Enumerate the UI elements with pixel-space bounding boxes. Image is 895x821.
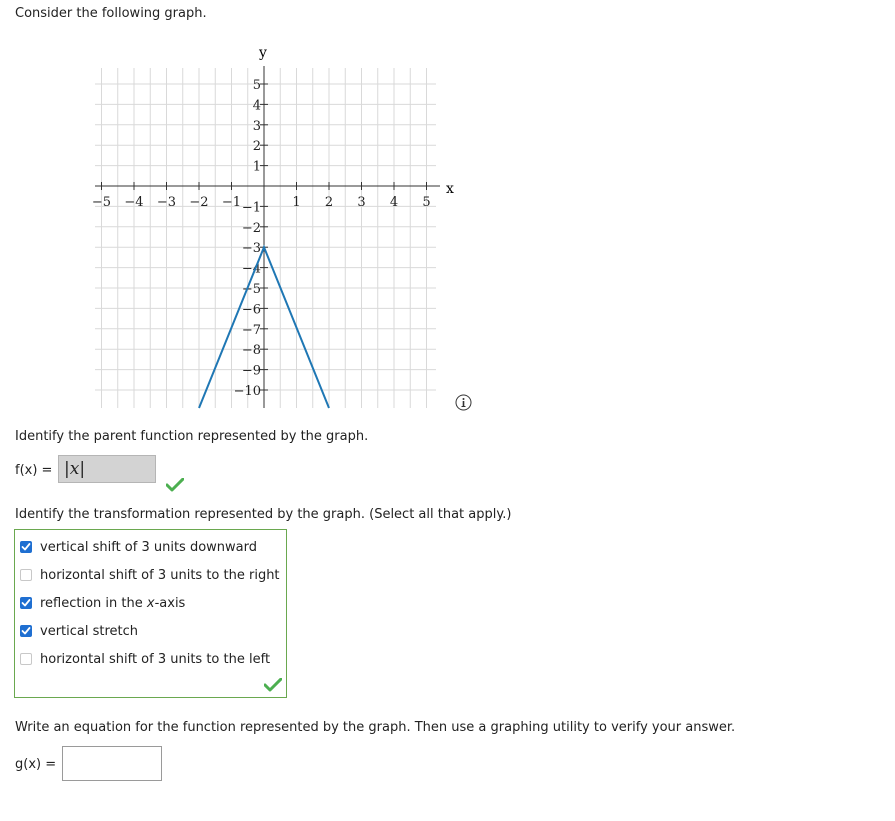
question-parent-function: Identify the parent function represented by the graph. (15, 429, 369, 444)
x-tick-label: −2 (189, 195, 209, 210)
y-tick-label: −4 (241, 261, 261, 277)
question-equation: Write an equation for the function represented by the graph. Then use a graphing utility to verify your answer. (15, 720, 736, 735)
x-tick-label: 1 (292, 195, 301, 210)
y-tick-label: −3 (241, 241, 261, 257)
variable-x: x (146, 595, 155, 611)
equation-input[interactable] (62, 746, 162, 781)
y-tick-label: −2 (241, 220, 261, 236)
checkbox[interactable] (20, 597, 32, 609)
x-tick-label: −1 (221, 195, 242, 210)
x-tick-label: 4 (389, 195, 399, 210)
checkmark-icon (264, 678, 282, 692)
y-tick-label: −1 (241, 200, 261, 216)
x-tick-label: 5 (422, 195, 431, 210)
info-icon[interactable] (455, 394, 472, 411)
checkbox[interactable] (20, 653, 32, 665)
y-tick-label: −8 (241, 343, 261, 359)
x-tick-label: −3 (156, 195, 177, 210)
x-tick-label: −5 (91, 195, 112, 210)
y-tick-label: 5 (252, 78, 261, 93)
checkbox-check-icon (21, 626, 31, 636)
checkbox[interactable] (20, 625, 32, 637)
function-graph (85, 40, 455, 412)
y-tick-label: −9 (241, 363, 261, 379)
checkmark-icon (166, 478, 184, 492)
y-tick-label: 1 (252, 159, 261, 175)
parent-function-answer-field[interactable]: |x| (58, 455, 156, 483)
x-tick-label: 3 (357, 195, 366, 210)
checkbox[interactable] (20, 569, 32, 581)
y-tick-label: 4 (252, 98, 261, 114)
choice-label: vertical shift of 3 units downward (40, 539, 258, 555)
question-transformations: Identify the transformation represented by the graph. (Select all that apply.) (15, 507, 512, 522)
y-tick-label: −10 (233, 384, 261, 399)
fx-label: f(x) = (15, 463, 53, 478)
y-tick-label: −7 (241, 322, 261, 338)
y-tick-label: 3 (252, 118, 261, 134)
choice-label: horizontal shift of 3 units to the right (40, 567, 280, 583)
x-tick-labels (92, 195, 431, 210)
x-axis-label: x (446, 181, 454, 197)
choice-vertical-stretch[interactable] (20, 622, 138, 640)
y-tick-label: 2 (252, 139, 261, 155)
intro-text: Consider the following graph. (15, 6, 207, 21)
y-tick-label: −5 (241, 282, 261, 297)
choice-label: vertical stretch (40, 623, 139, 639)
y-axis-label: y (259, 45, 267, 61)
choice-horizontal-shift-left[interactable] (20, 650, 270, 668)
gx-label: g(x) = (15, 757, 57, 772)
x-tick-label: 2 (324, 195, 334, 210)
choice-reflection-x-axis[interactable] (20, 594, 185, 612)
choice-label: reflection in the x-axis (40, 595, 186, 611)
x-tick-label: −4 (124, 195, 144, 210)
transformation-choices (14, 529, 287, 698)
choice-vertical-shift-down[interactable] (20, 538, 257, 556)
y-tick-label: −6 (241, 302, 261, 318)
grid-lines (95, 68, 436, 408)
checkbox-check-icon (21, 598, 31, 608)
axes (95, 66, 440, 408)
checkbox-check-icon (21, 542, 31, 552)
choice-horizontal-shift-right[interactable] (20, 566, 280, 584)
checkbox[interactable] (20, 541, 32, 553)
choice-label: horizontal shift of 3 units to the left (40, 651, 271, 667)
